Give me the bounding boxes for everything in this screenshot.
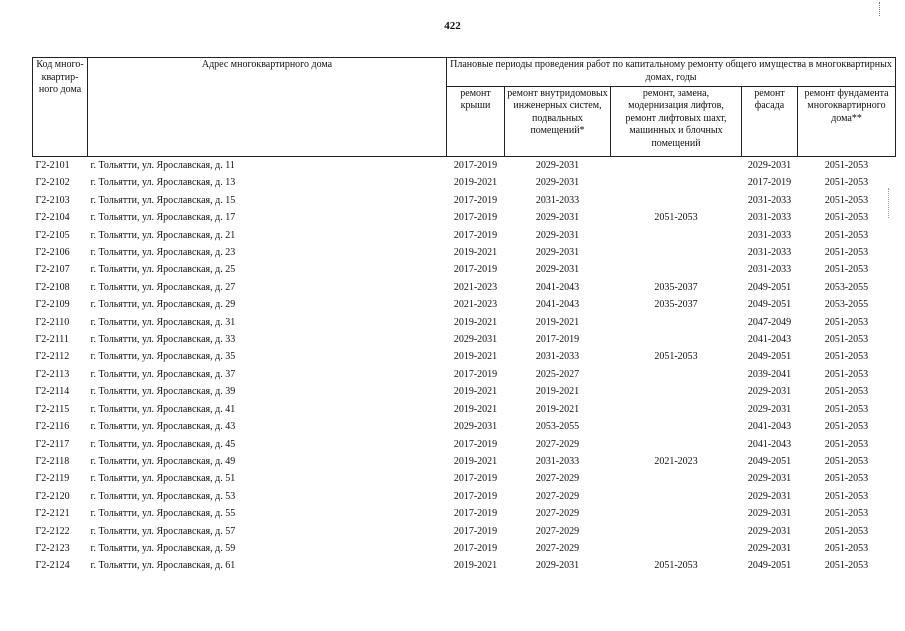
- row-systems: 2029-2031: [535, 229, 580, 241]
- row-address: г. Тольятти, ул. Ярославская, д. 61: [90, 560, 236, 572]
- row-address: г. Тольятти, ул. Ярославская, д. 31: [90, 316, 236, 328]
- table-row: [33, 192, 896, 209]
- row-systems: 2017-2019: [535, 334, 580, 346]
- row-roof: 2017-2019: [453, 264, 498, 276]
- row-roof: 2029-2031: [453, 334, 498, 346]
- row-lifts: 2035-2037: [654, 281, 698, 293]
- row-facade: 2031-2033: [747, 212, 792, 224]
- row-systems: 2041-2043: [535, 299, 580, 311]
- row-systems: 2019-2021: [535, 403, 580, 415]
- row-systems: 2029-2031: [535, 177, 580, 189]
- row-lifts: [611, 523, 742, 540]
- row-lifts: [611, 488, 742, 505]
- row-lifts: [611, 436, 742, 453]
- row-roof: 2019-2021: [453, 177, 498, 189]
- row-systems: 2027-2029: [535, 542, 580, 554]
- row-facade: 2049-2051: [747, 560, 792, 572]
- row-address: г. Тольятти, ул. Ярославская, д. 25: [90, 264, 236, 276]
- row-facade: 2029-2031: [747, 160, 792, 171]
- row-facade: 2031-2033: [747, 247, 792, 259]
- table-row: [33, 488, 896, 505]
- row-address: г. Тольятти, ул. Ярославская, д. 29: [90, 299, 236, 311]
- row-lifts: [611, 505, 742, 522]
- row-foundation: 2051-2053: [824, 542, 869, 554]
- row-address: г. Тольятти, ул. Ярославская, д. 23: [90, 247, 236, 259]
- row-facade: 2031-2033: [747, 229, 792, 241]
- row-foundation: 2051-2053: [824, 508, 869, 520]
- row-facade: 2049-2051: [747, 299, 792, 311]
- row-code: Г2-2102: [35, 177, 70, 189]
- row-code: Г2-2112: [35, 351, 70, 363]
- row-systems: 2027-2029: [535, 525, 580, 537]
- row-address: г. Тольятти, ул. Ярославская, д. 49: [90, 455, 236, 467]
- row-lifts: [611, 401, 742, 418]
- row-roof: 2019-2021: [453, 403, 498, 415]
- row-foundation: 2051-2053: [824, 560, 869, 572]
- row-foundation: 2051-2053: [824, 403, 869, 415]
- row-roof: 2019-2021: [453, 247, 498, 259]
- table-row: [33, 470, 896, 487]
- scan-speck-top: [879, 2, 885, 16]
- row-roof: 2019-2021: [453, 351, 498, 363]
- row-systems: 2027-2029: [535, 438, 580, 450]
- row-systems: 2029-2031: [535, 264, 580, 276]
- row-lifts: [611, 418, 742, 435]
- row-lifts: 2021-2023: [654, 455, 698, 467]
- header-roof: ремонт крыши: [447, 86, 505, 156]
- row-address: г. Тольятти, ул. Ярославская, д. 21: [90, 229, 236, 241]
- row-roof: 2017-2019: [453, 368, 498, 380]
- row-lifts: [611, 314, 742, 331]
- header-periods: Плановые периоды проведения работ по капитальному ремонту общего имущества в многоквартирных домах, годы: [447, 58, 896, 87]
- row-systems: 2029-2031: [535, 560, 580, 572]
- row-foundation: 2051-2053: [824, 316, 869, 328]
- row-systems: 2019-2021: [535, 386, 580, 398]
- row-code: Г2-2106: [35, 247, 70, 259]
- row-facade: 2049-2051: [747, 351, 792, 363]
- row-roof: 2021-2023: [453, 299, 498, 311]
- row-lifts: [611, 174, 742, 191]
- row-address: г. Тольятти, ул. Ярославская, д. 53: [90, 490, 236, 502]
- header-address: Адрес многоквартирного дома: [88, 58, 447, 157]
- row-foundation: 2053-2055: [824, 299, 869, 311]
- row-code: Г2-2121: [35, 508, 70, 520]
- row-facade: 2041-2043: [747, 438, 792, 450]
- row-code: Г2-2122: [35, 525, 70, 537]
- row-roof: 2019-2021: [453, 560, 498, 572]
- row-systems: 2025-2027: [535, 368, 580, 380]
- row-lifts: 2051-2053: [654, 212, 698, 224]
- row-roof: 2017-2019: [453, 508, 498, 520]
- row-code: Г2-2108: [35, 281, 70, 293]
- row-code: Г2-2101: [35, 160, 70, 171]
- row-address: г. Тольятти, ул. Ярославская, д. 15: [90, 194, 236, 206]
- row-systems: 2027-2029: [535, 508, 580, 520]
- table-row: [33, 174, 896, 191]
- row-code: Г2-2105: [35, 229, 70, 241]
- row-code: Г2-2119: [35, 473, 70, 485]
- header-facade: ремонт фасада: [742, 86, 798, 156]
- row-systems: 2027-2029: [535, 490, 580, 502]
- row-address: г. Тольятти, ул. Ярославская, д. 13: [90, 177, 236, 189]
- row-address: г. Тольятти, ул. Ярославская, д. 51: [90, 473, 236, 485]
- table-row: [33, 296, 896, 313]
- row-address: г. Тольятти, ул. Ярославская, д. 11: [90, 160, 235, 171]
- row-roof: 2017-2019: [453, 160, 498, 171]
- row-lifts: [611, 383, 742, 400]
- row-systems: 2031-2033: [535, 351, 580, 363]
- row-lifts: [611, 244, 742, 261]
- table-row: [33, 505, 896, 522]
- table-row: [33, 540, 896, 557]
- row-facade: 2029-2031: [747, 386, 792, 398]
- row-code: Г2-2109: [35, 299, 70, 311]
- row-roof: 2017-2019: [453, 542, 498, 554]
- row-facade: 2031-2033: [747, 264, 792, 276]
- row-systems: 2029-2031: [535, 212, 580, 224]
- row-foundation: 2051-2053: [824, 386, 869, 398]
- row-foundation: 2051-2053: [824, 473, 869, 485]
- row-address: г. Тольятти, ул. Ярославская, д. 57: [90, 525, 236, 537]
- row-facade: 2029-2031: [747, 525, 792, 537]
- row-facade: 2049-2051: [747, 455, 792, 467]
- row-systems: 2041-2043: [535, 281, 580, 293]
- row-roof: 2017-2019: [453, 438, 498, 450]
- row-address: г. Тольятти, ул. Ярославская, д. 59: [90, 542, 236, 554]
- table-body: [33, 157, 896, 575]
- row-code: Г2-2104: [35, 212, 70, 224]
- table-row: [33, 157, 896, 175]
- row-roof: 2019-2021: [453, 455, 498, 467]
- row-systems: 2029-2031: [535, 247, 580, 259]
- row-foundation: 2051-2053: [824, 334, 869, 346]
- row-code: Г2-2115: [35, 403, 70, 415]
- row-lifts: [611, 331, 742, 348]
- row-lifts: 2035-2037: [654, 299, 698, 311]
- row-foundation: 2053-2055: [824, 281, 869, 293]
- row-facade: 2039-2041: [747, 368, 792, 380]
- table-row: [33, 227, 896, 244]
- row-foundation: 2051-2053: [824, 368, 869, 380]
- row-facade: 2041-2043: [747, 334, 792, 346]
- row-roof: 2017-2019: [453, 229, 498, 241]
- row-systems: 2031-2033: [535, 194, 580, 206]
- row-systems: 2027-2029: [535, 473, 580, 485]
- row-code: Г2-2117: [35, 438, 70, 450]
- table-row: [33, 383, 896, 400]
- row-code: Г2-2118: [35, 455, 70, 467]
- row-foundation: 2051-2053: [824, 455, 869, 467]
- row-foundation: 2051-2053: [824, 212, 869, 224]
- row-address: г. Тольятти, ул. Ярославская, д. 35: [90, 351, 236, 363]
- table-row: [33, 453, 896, 470]
- table-row: [33, 261, 896, 278]
- row-roof: 2019-2021: [453, 316, 498, 328]
- row-roof: 2017-2019: [453, 212, 498, 224]
- table-row: [33, 279, 896, 296]
- row-lifts: [611, 261, 742, 278]
- row-systems: 2029-2031: [535, 160, 580, 171]
- row-address: г. Тольятти, ул. Ярославская, д. 27: [90, 281, 236, 293]
- header-foundation: ремонт фундамента многоквартирного дома**: [798, 86, 896, 156]
- row-code: Г2-2114: [35, 386, 70, 398]
- row-lifts: 2051-2053: [654, 560, 698, 572]
- row-facade: 2047-2049: [747, 316, 792, 328]
- row-foundation: 2051-2053: [824, 264, 869, 276]
- table-row: [33, 401, 896, 418]
- row-address: г. Тольятти, ул. Ярославская, д. 43: [90, 421, 236, 433]
- table-row: [33, 557, 896, 574]
- row-roof: 2019-2021: [453, 386, 498, 398]
- table-row: [33, 523, 896, 540]
- row-address: г. Тольятти, ул. Ярославская, д. 41: [90, 403, 236, 415]
- row-foundation: 2051-2053: [824, 194, 869, 206]
- row-address: г. Тольятти, ул. Ярославская, д. 17: [90, 212, 236, 224]
- table-row: [33, 331, 896, 348]
- row-foundation: 2051-2053: [824, 421, 869, 433]
- row-facade: 2049-2051: [747, 281, 792, 293]
- table-row: [33, 244, 896, 261]
- table-row: [33, 314, 896, 331]
- row-foundation: 2051-2053: [824, 525, 869, 537]
- row-facade: 2031-2033: [747, 194, 792, 206]
- row-systems: 2053-2055: [535, 421, 580, 433]
- row-address: г. Тольятти, ул. Ярославская, д. 39: [90, 386, 236, 398]
- row-roof: 2017-2019: [453, 490, 498, 502]
- row-code: Г2-2124: [35, 560, 70, 572]
- row-code: Г2-2111: [35, 334, 69, 346]
- row-lifts: [611, 366, 742, 383]
- row-roof: 2017-2019: [453, 194, 498, 206]
- row-roof: 2029-2031: [453, 421, 498, 433]
- row-foundation: 2051-2053: [824, 438, 869, 450]
- table-row: [33, 209, 896, 226]
- row-lifts: [611, 470, 742, 487]
- row-systems: 2031-2033: [535, 455, 580, 467]
- row-address: г. Тольятти, ул. Ярославская, д. 45: [90, 438, 236, 450]
- row-lifts: [611, 157, 742, 175]
- row-code: Г2-2123: [35, 542, 70, 554]
- row-facade: 2029-2031: [747, 473, 792, 485]
- row-roof: 2017-2019: [453, 525, 498, 537]
- row-code: Г2-2107: [35, 264, 70, 276]
- row-code: Г2-2116: [35, 421, 70, 433]
- row-code: Г2-2103: [35, 194, 70, 206]
- row-foundation: 2051-2053: [824, 351, 869, 363]
- row-foundation: 2051-2053: [824, 229, 869, 241]
- row-code: Г2-2110: [35, 316, 70, 328]
- row-systems: 2019-2021: [535, 316, 580, 328]
- row-foundation: 2051-2053: [824, 160, 869, 171]
- header-lifts: ремонт, замена, модернизация лифтов, ремонт лифтовых шахт, машинных и блочных помещений: [611, 86, 742, 156]
- header-systems: ремонт внутридомовых инженерных систем, подвальных помещений*: [505, 86, 611, 156]
- row-facade: 2029-2031: [747, 490, 792, 502]
- row-code: Г2-2113: [35, 368, 70, 380]
- repair-schedule-table: [32, 57, 896, 575]
- row-facade: 2029-2031: [747, 403, 792, 415]
- page-number: 422: [444, 20, 461, 32]
- row-roof: 2021-2023: [453, 281, 498, 293]
- table-row: [33, 418, 896, 435]
- row-lifts: [611, 192, 742, 209]
- row-facade: 2017-2019: [747, 177, 792, 189]
- table-row: [33, 348, 896, 365]
- row-lifts: 2051-2053: [654, 351, 698, 363]
- row-facade: 2041-2043: [747, 421, 792, 433]
- header-code: Код много-квартир-ного дома: [33, 58, 88, 157]
- row-foundation: 2051-2053: [824, 490, 869, 502]
- row-address: г. Тольятти, ул. Ярославская, д. 37: [90, 368, 236, 380]
- row-lifts: [611, 540, 742, 557]
- row-code: Г2-2120: [35, 490, 70, 502]
- table-row: [33, 436, 896, 453]
- row-foundation: 2051-2053: [824, 247, 869, 259]
- row-facade: 2029-2031: [747, 542, 792, 554]
- row-foundation: 2051-2053: [824, 177, 869, 189]
- row-lifts: [611, 227, 742, 244]
- row-facade: 2029-2031: [747, 508, 792, 520]
- row-roof: 2017-2019: [453, 473, 498, 485]
- table-row: [33, 366, 896, 383]
- row-address: г. Тольятти, ул. Ярославская, д. 33: [90, 334, 236, 346]
- row-address: г. Тольятти, ул. Ярославская, д. 55: [90, 508, 236, 520]
